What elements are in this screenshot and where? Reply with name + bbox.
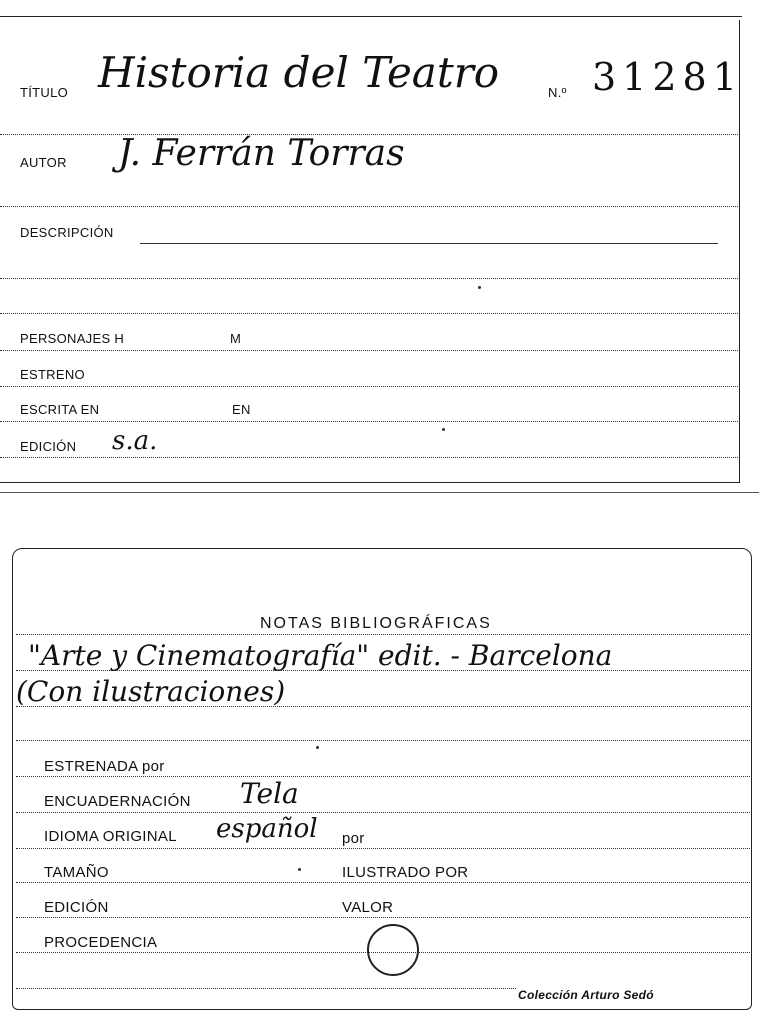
ink-speck xyxy=(298,868,301,871)
numero-label: N.º xyxy=(548,85,567,100)
rule-line xyxy=(16,882,750,883)
card-bottom-border xyxy=(0,482,740,483)
rule-line xyxy=(0,350,740,351)
rule-line xyxy=(16,917,750,918)
notas-heading: NOTAS BIBLIOGRÁFICAS xyxy=(260,615,492,632)
titulo-label: TÍTULO xyxy=(20,85,69,100)
en-label: EN xyxy=(232,402,251,417)
ink-speck xyxy=(442,428,445,431)
coleccion-credit: Colección Arturo Sedó xyxy=(518,988,654,1002)
idioma-label: IDIOMA ORIGINAL xyxy=(44,828,177,845)
procedencia-label: PROCEDENCIA xyxy=(44,934,158,951)
rule-line xyxy=(16,740,750,741)
rule-line xyxy=(140,243,718,244)
rule-line xyxy=(0,421,740,422)
edicion-value: s.a. xyxy=(112,426,158,456)
notas-line-1: "Arte y Cinematografía" edit. - Barcelona xyxy=(28,639,613,672)
rule-line xyxy=(0,206,740,207)
rule-line xyxy=(16,776,750,777)
numero-value: 31281 xyxy=(592,55,743,99)
autor-value: J. Ferrán Torras xyxy=(118,133,405,174)
rule-line xyxy=(0,313,740,314)
card-separator xyxy=(0,492,759,493)
autor-label: AUTOR xyxy=(20,155,67,170)
estrenada-label: ESTRENADA por xyxy=(44,758,165,775)
edicion-label: EDICIÓN xyxy=(20,439,77,454)
punch-hole xyxy=(367,924,419,976)
personajes-m-label: M xyxy=(230,331,242,346)
escrita-en-label: ESCRITA EN xyxy=(20,402,100,417)
catalog-card-bottom xyxy=(12,548,754,1018)
valor-label: VALOR xyxy=(342,899,394,916)
rule-line xyxy=(16,706,750,707)
edicion-label-bottom: EDICIÓN xyxy=(44,899,109,916)
encuadernacion-value: Tela xyxy=(240,777,299,810)
rule-line xyxy=(0,386,740,387)
descripcion-label: DESCRIPCIÓN xyxy=(20,225,114,240)
rule-line xyxy=(16,670,750,671)
idioma-value: español xyxy=(216,814,318,844)
titulo-value: Historia del Teatro xyxy=(98,48,500,97)
catalog-card-top xyxy=(0,0,745,492)
rule-line xyxy=(0,278,740,279)
tamano-label: TAMAÑO xyxy=(44,864,109,881)
ink-speck xyxy=(478,286,481,289)
rule-line xyxy=(16,988,516,989)
estreno-label: ESTRENO xyxy=(20,367,85,382)
notas-line-2: (Con ilustraciones) xyxy=(16,675,286,708)
rule-line xyxy=(16,634,750,635)
card-top-border xyxy=(0,16,742,17)
ink-speck xyxy=(316,746,319,749)
rule-line xyxy=(16,848,750,849)
rule-line xyxy=(16,812,750,813)
ilustrado-label: ILUSTRADO POR xyxy=(342,864,469,881)
personajes-h-label: PERSONAJES H xyxy=(20,331,125,346)
encuadernacion-label: ENCUADERNACIÓN xyxy=(44,793,191,810)
rule-line xyxy=(0,457,740,458)
idioma-por-label: por xyxy=(342,830,365,847)
